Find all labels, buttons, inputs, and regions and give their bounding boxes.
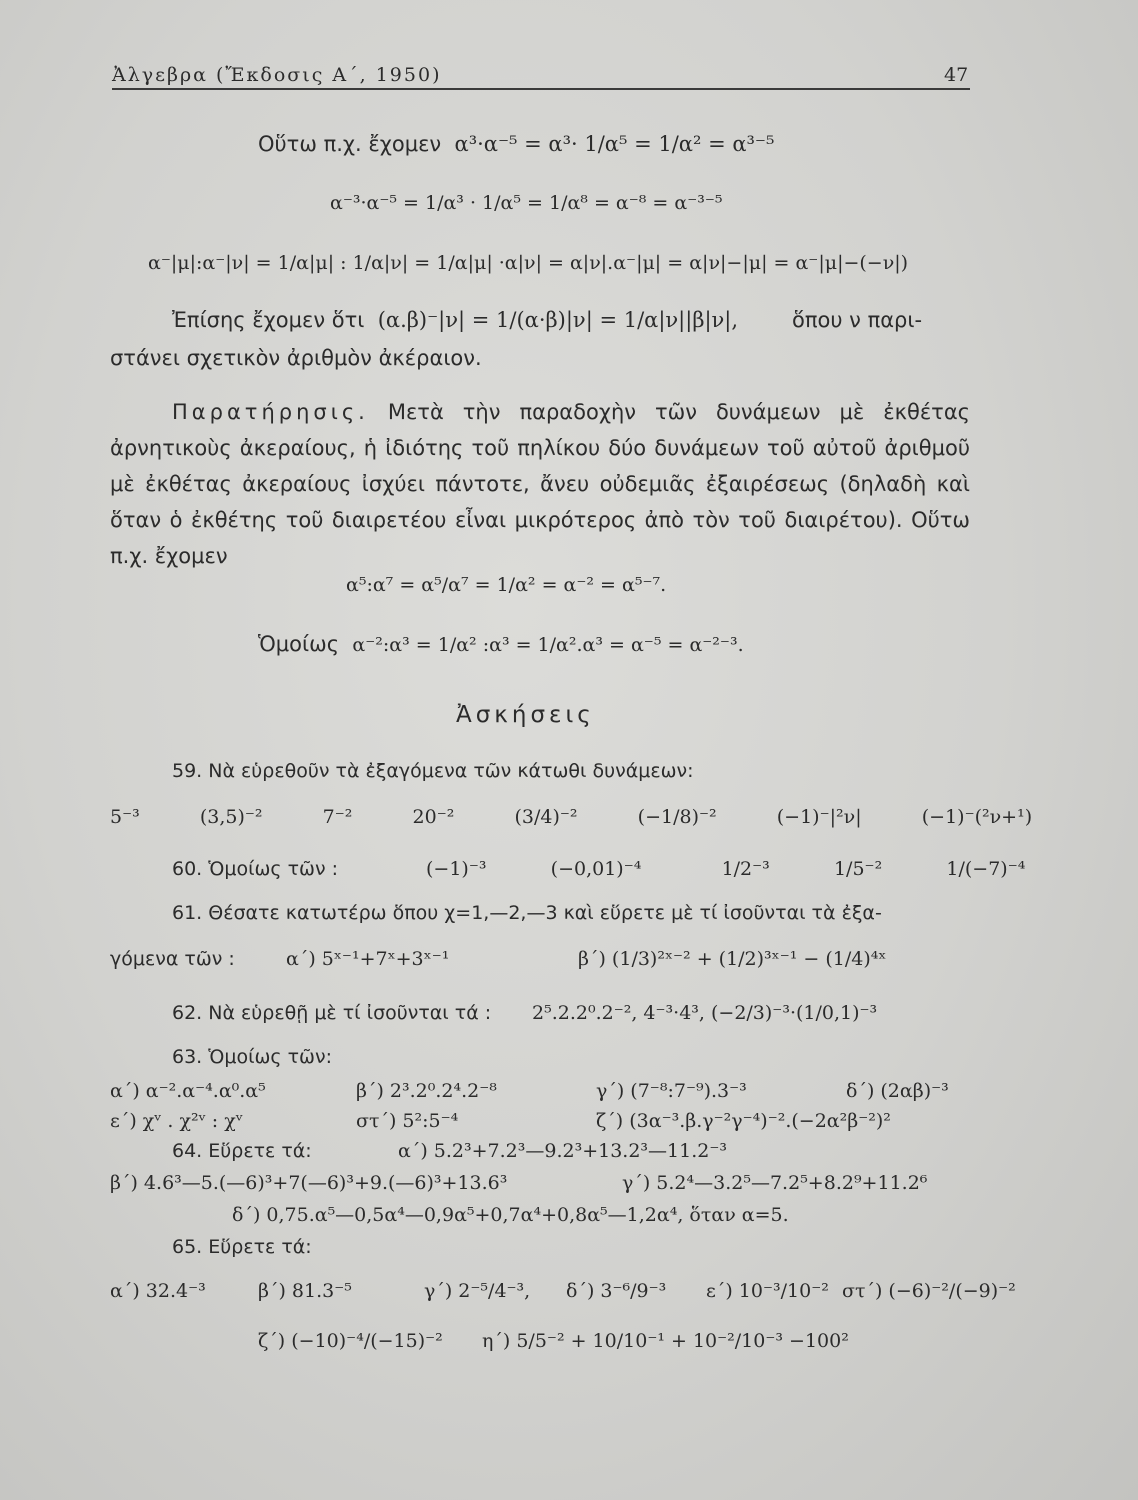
exercise-64-b-math: β΄) 4.6³—5.(—6)³+7(—6)³+9.(—6)³+13.6³ [110, 1172, 508, 1194]
e65-item: ζ΄) (−10)⁻⁴/(−15)⁻² [258, 1330, 443, 1352]
exercise-61-line-2 [110, 948, 235, 971]
e65-item: ε΄) 10⁻³/10⁻² [706, 1280, 829, 1302]
e65-item: α΄) 32.4⁻³ [110, 1280, 206, 1302]
exercise-64-text: 64. Εὕρετε τά: [172, 1140, 312, 1162]
exercise-60-items [426, 858, 1025, 881]
exercise-65-row-2b [482, 1330, 849, 1353]
e60-item: 1/(−7)⁻⁴ [946, 858, 1026, 880]
exercise-61-b [578, 948, 886, 971]
intro-line-5-text: στάνει σχετικὸν ἀριθμὸν ἀκέραιον. [110, 346, 482, 370]
e63-item: γ΄) (7⁻⁸:7⁻⁹).3⁻³ [596, 1080, 747, 1102]
exercise-64-d-math: δ΄) 0,75.α⁵—0,5α⁴—0,9α⁵+0,7α⁴+0,8α⁵—1,2α⁴, ὅταν α=5. [232, 1204, 789, 1226]
exercise-64-a-math: α΄) 5.2³+7.2³—9.2³+13.2³—11.2⁻³ [398, 1140, 727, 1162]
e60-item: 1/5⁻² [833, 858, 883, 880]
remark-example-1 [346, 574, 666, 597]
exercise-63-text: 63. Ὁμοίως τῶν: [172, 1046, 332, 1068]
intro-line-1 [258, 132, 774, 157]
exercise-65-row-1c [424, 1280, 530, 1303]
e63-item: δ΄) (2αβ)⁻³ [846, 1080, 949, 1102]
exercise-64-a [398, 1140, 727, 1163]
intro-line-4-tail-text: ὅπου ν παρι- [792, 308, 923, 332]
exercise-61-line-1 [172, 902, 882, 925]
running-title [112, 64, 441, 87]
e65-item: β΄) 81.3⁻⁵ [258, 1280, 352, 1302]
e60-item: 1/2⁻³ [721, 858, 770, 880]
header-rule [112, 88, 970, 90]
e63-item: α΄) α⁻².α⁻⁴.α⁰.α⁵ [110, 1080, 266, 1102]
e65-item: γ΄) 2⁻⁵/4⁻³, [424, 1280, 531, 1302]
page-number-text: 47 [944, 64, 969, 86]
e59-item: 7⁻² [322, 806, 353, 828]
page-number [944, 64, 968, 87]
exercise-64 [172, 1140, 312, 1163]
exercise-65-row-1e [706, 1280, 829, 1303]
exercise-59 [172, 760, 694, 783]
e65-item: στ΄) (−6)⁻²/(−9)⁻² [842, 1280, 1016, 1302]
intro-line-3-math: α⁻|μ|:α⁻|ν| = 1/α|μ| : 1/α|ν| = 1/α|μ| ·α|ν| = α|ν|.α⁻|μ| = α|ν|−|μ| = α⁻|μ|−(−ν|) [148, 252, 909, 274]
intro-line-4 [172, 308, 738, 333]
exercise-65-row-1f [842, 1280, 1016, 1303]
exercise-62-items [532, 1002, 877, 1025]
remark-example-2-math: α⁻²:α³ = 1/α² :α³ = 1/α².α³ = α⁻⁵ = α⁻²⁻³. [352, 634, 744, 656]
e60-item: (−1)⁻³ [426, 858, 487, 880]
remark-example-2 [258, 632, 744, 657]
exercise-61-a [286, 948, 449, 971]
remark-example-1-math: α⁵:α⁷ = α⁵/α⁷ = 1/α² = α⁻² = α⁵⁻⁷. [346, 574, 667, 596]
e63-item: β΄) 2³.2⁰.2⁴.2⁻⁸ [356, 1080, 497, 1102]
exercise-63 [172, 1046, 332, 1069]
exercise-61-a-math: α΄) 5ˣ⁻¹+7ˣ+3ˣ⁻¹ [286, 948, 450, 970]
e63-item: στ΄) 5²:5⁻⁴ [356, 1110, 459, 1132]
exercise-63-row-1b [356, 1080, 497, 1103]
intro-line-4-label: Ἐπίσης ἔχομεν ὅτι [172, 308, 365, 332]
exercise-65-row-2a [258, 1330, 443, 1353]
exercise-62 [172, 1002, 491, 1025]
e59-item: (−1/8)⁻² [637, 806, 717, 828]
exercise-60-label: 60. Ὁμοίως τῶν : [172, 858, 339, 880]
e60-item: (−0,01)⁻⁴ [550, 858, 642, 880]
exercise-63-row-1 [110, 1080, 266, 1103]
exercise-63-row-2c [596, 1110, 891, 1133]
exercise-62-math: 2⁵.2.2⁰.2⁻², 4⁻³·4³, (−2/3)⁻³·(1/0,1)⁻³ [532, 1002, 878, 1024]
remark-paragraph [110, 394, 970, 574]
intro-line-5 [110, 346, 482, 371]
exercise-63-row-2b [356, 1110, 458, 1133]
exercise-64-c-math: γ΄) 5.2⁴—3.2⁵—7.2⁵+8.2⁹+11.2⁶ [622, 1172, 928, 1194]
intro-line-2 [330, 192, 723, 215]
intro-line-3 [148, 252, 908, 275]
exercise-63-row-1d [846, 1080, 949, 1103]
intro-line-1-label: Οὕτω π.χ. ἔχομεν [258, 132, 442, 156]
exercise-65-row-1a [110, 1280, 206, 1303]
exercise-64-b [110, 1172, 507, 1195]
exercise-59-items [110, 806, 1032, 829]
e63-item: ε΄) χᵛ . χ²ᵛ : χᵛ [110, 1110, 243, 1132]
remark-text: Μετὰ τὴν παραδοχὴν τῶν δυνάμεων μὲ ἐκθέτας ἀρνητικοὺς ἀκεραίους, ἡ ἰδιότης τοῦ πηλίκου δύο δυνάμεων τοῦ αὐτοῦ ἀριθμοῦ μὲ ἐκθέτας ἀκεραίους ἰσχύει πάντοτε, ἄνευ οὐδεμιᾶς ἐξαιρέσεως (δηλαδὴ καὶ ὅταν ὁ ἐκθέτης τοῦ διαιρετέου εἶναι μικρότερος ἀπὸ τὸν τοῦ διαιρέτου). Οὕτω π.χ. ἔχομεν [110, 400, 970, 568]
running-title-text: Ἀλγεβρα (Ἔκδοσις Α΄, 1950) [112, 64, 442, 86]
exercise-65-row-1b [258, 1280, 352, 1303]
e65-item: η΄) 5/5⁻² + 10/10⁻¹ + 10⁻²/10⁻³ −100² [482, 1330, 849, 1352]
remark-example-2-label: Ὁμοίως [258, 632, 340, 656]
intro-line-1-math: α³·α⁻⁵ = α³· 1/α⁵ = 1/α² = α³⁻⁵ [454, 132, 775, 156]
exercise-61-b-math: β΄) (1/3)²ˣ⁻² + (1/2)³ˣ⁻¹ − (1/4)⁴ˣ [578, 948, 887, 970]
e59-item: (−1)⁻(²ν+¹) [921, 806, 1033, 828]
e59-item: 5⁻³ [110, 806, 140, 828]
intro-line-4-math: (α.β)⁻|ν| = 1/(α·β)|ν| = 1/α|ν||β|ν|, [377, 308, 739, 332]
exercise-63-row-2 [110, 1110, 243, 1133]
exercises-title [456, 702, 595, 730]
exercise-64-d [232, 1204, 789, 1227]
exercise-63-row-1c [596, 1080, 747, 1103]
e65-item: δ΄) 3⁻⁶/9⁻³ [566, 1280, 667, 1302]
exercise-62-text: 62. Νὰ εὑρεθῇ μὲ τί ἰσοῦνται τά : [172, 1002, 492, 1024]
exercise-65-text: 65. Εὕρετε τά: [172, 1236, 312, 1258]
exercise-61-text: 61. Θέσατε κατωτέρω ὅπου χ=1,—2,—3 καὶ εὕρετε μὲ τί ἰσοῦνται τὰ ἐξα- [172, 902, 882, 924]
exercise-61-label: γόμενα τῶν : [110, 948, 235, 970]
e59-item: (−1)⁻|²ν| [776, 806, 862, 828]
remark-heading: Παρατήρησις. [172, 400, 369, 424]
exercise-60 [172, 858, 338, 881]
exercise-65-row-1d [566, 1280, 666, 1303]
intro-line-2-math: α⁻³·α⁻⁵ = 1/α³ · 1/α⁵ = 1/α⁸ = α⁻⁸ = α⁻³⁻⁵ [330, 192, 723, 214]
exercise-64-c [622, 1172, 927, 1195]
e63-item: ζ΄) (3α⁻³.β.γ⁻²γ⁻⁴)⁻².(−2α²β⁻²)² [596, 1110, 891, 1132]
exercise-65 [172, 1236, 312, 1259]
e59-item: (3,5)⁻² [199, 806, 263, 828]
exercises-title-text: Ἀσκήσεις [456, 702, 595, 728]
intro-line-4-tail [792, 308, 922, 333]
exercise-59-text: 59. Νὰ εὑρεθοῦν τὰ ἐξαγόμενα τῶν κάτωθι δυνάμεων: [172, 760, 694, 782]
e59-item: 20⁻² [412, 806, 455, 828]
e59-item: (3/4)⁻² [514, 806, 578, 828]
